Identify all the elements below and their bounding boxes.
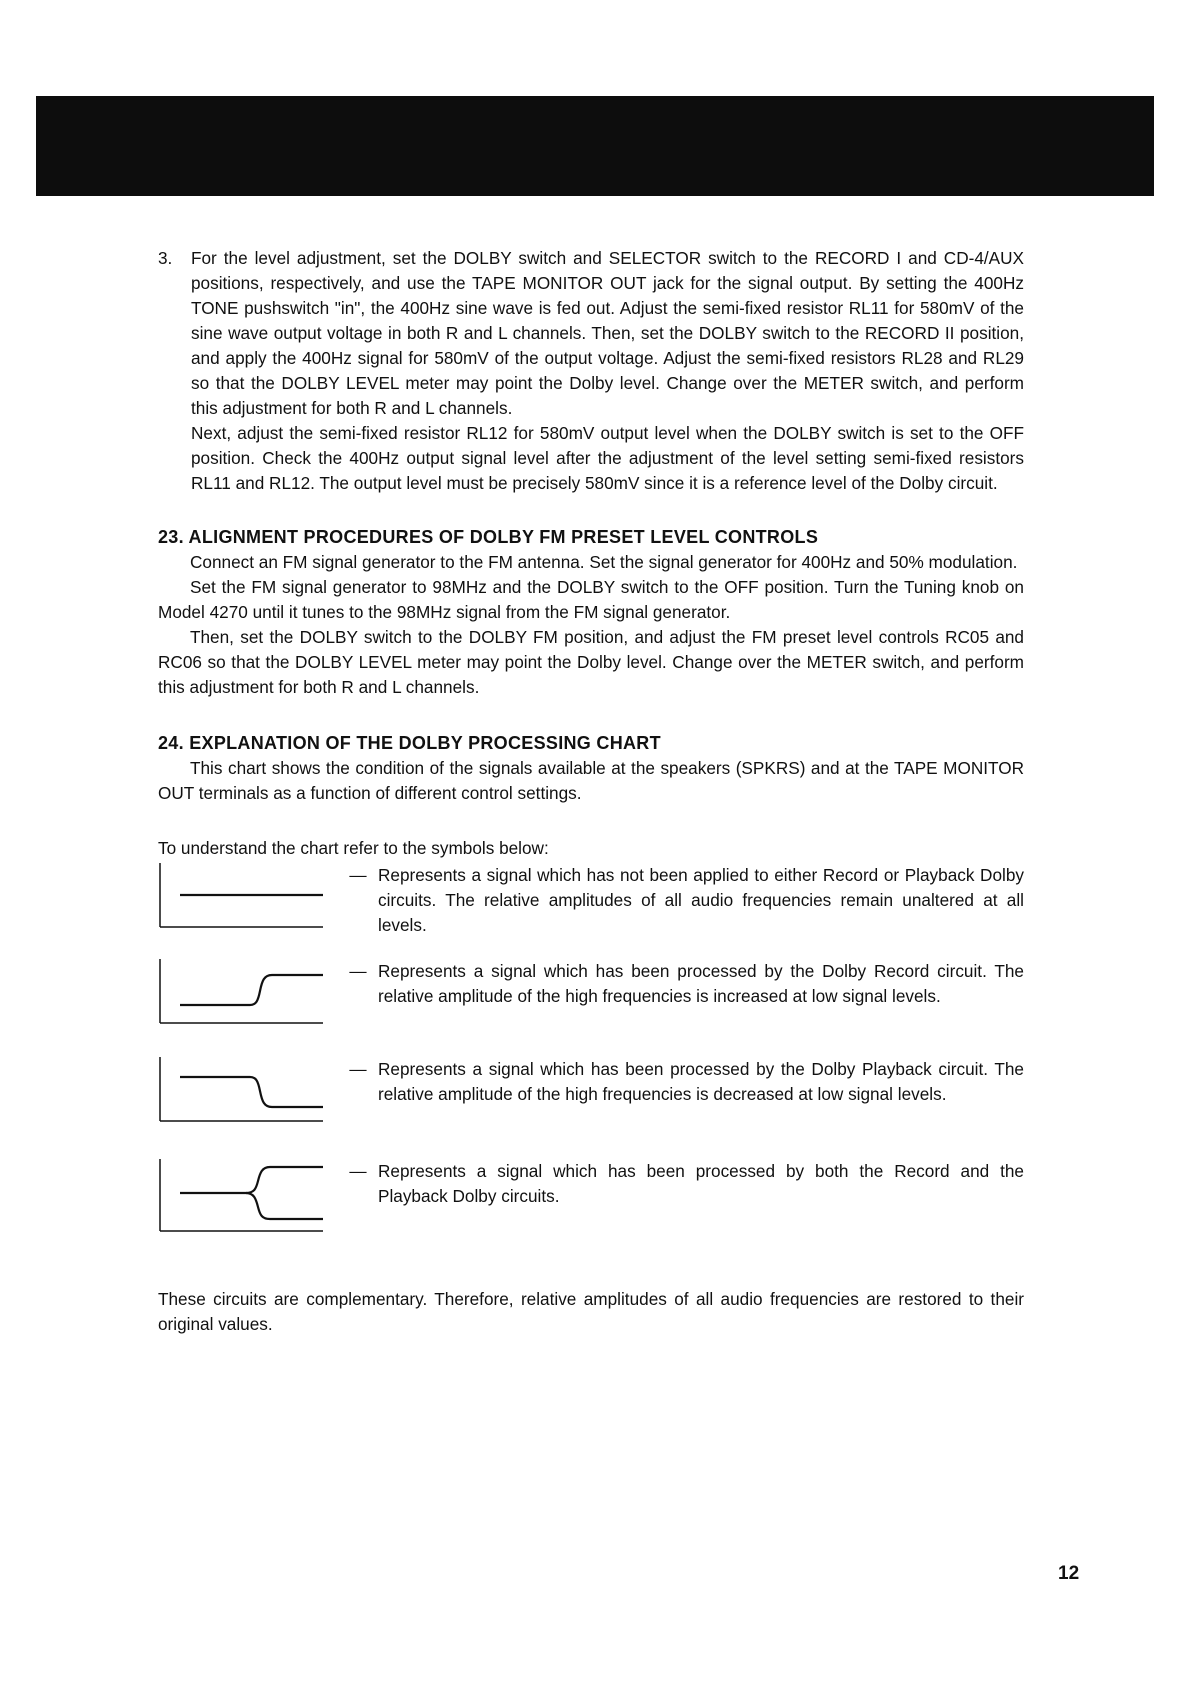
record-curve-symbol — [158, 959, 338, 1039]
section-23-paragraph-2: Set the FM signal generator to 98MHz and the DOLBY switch to the OFF position. Turn the Tuning knob on Model 4270 until it tunes to the 98MHz signal from the FM signal generator. — [158, 577, 1024, 622]
playback-curve-symbol — [158, 1057, 338, 1137]
legend-dash: — — [349, 865, 367, 885]
item-3-paragraph-2: Next, adjust the semi-fixed resistor RL12 for 580mV output level when the DOLBY switch is set to the OFF position. Check the 400Hz output signal level after the adjustment of the level setting semi-fixed resistors RL11 and RL12. The output level must be precisely 580mV since it is a reference level of the Dolby circuit. — [191, 423, 1024, 493]
flat-signal-symbol — [158, 863, 338, 943]
legend-text-1: Represents a signal which has not been applied to either Record or Playback Dolby circuits. The relative amplitudes of all audio frequencies remain unaltered at all levels. — [378, 865, 1024, 935]
legend-intro: To understand the chart refer to the symbols below: — [158, 838, 549, 858]
legend-text-2: Represents a signal which has been processed by the Dolby Record circuit. The relative amplitude of the high frequencies is increased at low signal levels. — [378, 961, 1024, 1006]
record-playback-curve-symbol — [158, 1159, 338, 1239]
legend-row-playback — [158, 1057, 1024, 1159]
section-23-paragraph-3: Then, set the DOLBY switch to the DOLBY FM position, and adjust the FM preset level controls RC05 and RC06 so that the DOLBY LEVEL meter may point the Dolby level. Change over the METER switch, and perform this adjustment for both R and L channels. — [158, 627, 1024, 697]
item-3-paragraph-1: For the level adjustment, set the DOLBY switch and SELECTOR switch to the RECORD I and CD-4/AUX positions, respectively, and use the TAPE MONITOR OUT jack for the signal output. By setting the 400Hz TONE pushswitch "in", the 400Hz sine wave is fed out. Adjust the semi-fixed resistor RL11 for 580mV of the sine wave output voltage in both R and L channels. Then, set the DOLBY switch to the RECORD II position, and apply the 400Hz signal for 580mV of the output voltage. Adjust the semi-fixed resistors RL28 and RL29 so that the DOLBY LEVEL meter may point the Dolby level. Change over the METER switch, and perform this adjustment for both R and L channels. — [191, 248, 1024, 418]
section-24-heading: 24. EXPLANATION OF THE DOLBY PROCESSING CHART — [158, 733, 661, 753]
legend-text-4: Represents a signal which has been processed by both the Record and the Playback Dolby circuits. — [378, 1161, 1024, 1206]
section-23 — [158, 524, 1024, 700]
item-number: 3. — [158, 248, 173, 268]
section-23-heading: 23. ALIGNMENT PROCEDURES OF DOLBY FM PRESET LEVEL CONTROLS — [158, 527, 819, 547]
section-24 — [158, 730, 1024, 1337]
legend-dash: — — [349, 1059, 367, 1079]
page-number: 12 — [1058, 1563, 1080, 1584]
legend-row-record — [158, 959, 1024, 1057]
legend-row-both — [158, 1159, 1024, 1269]
section-23-paragraph-1: Connect an FM signal generator to the FM antenna. Set the signal generator for 400Hz and 50% modulation. — [190, 552, 1018, 572]
legend-dash: — — [349, 1161, 367, 1181]
header-band — [36, 96, 1154, 196]
closing-paragraph: These circuits are complementary. Therefore, relative amplitudes of all audio frequencies are restored to their original values. — [158, 1289, 1024, 1334]
legend-text-3: Represents a signal which has been processed by the Dolby Playback circuit. The relative amplitude of the high frequencies is decreased at low signal levels. — [378, 1059, 1024, 1104]
item-3 — [158, 246, 1024, 496]
page-content — [158, 246, 1024, 1337]
legend-dash: — — [349, 961, 367, 981]
section-24-paragraph-1: This chart shows the condition of the signals available at the speakers (SPKRS) and at the TAPE MONITOR OUT terminals as a function of different control settings. — [158, 758, 1024, 803]
symbol-legend — [158, 863, 1024, 1269]
legend-row-unprocessed — [158, 863, 1024, 959]
